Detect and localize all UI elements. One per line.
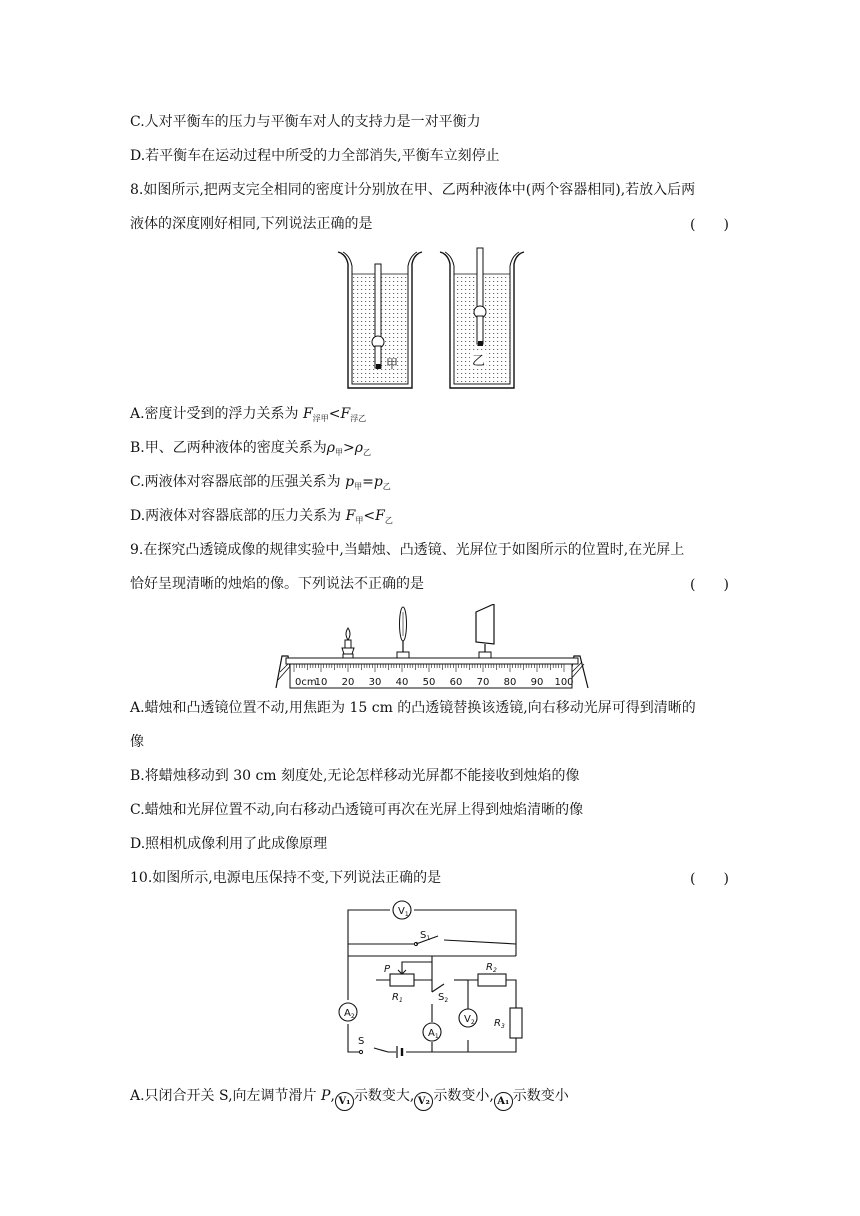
label-s: S: [358, 1036, 365, 1047]
q8-stem-line1: 8.如图所示,把两支完全相同的密度计分别放在甲、乙两种液体中(两个容器相同),若放入后两: [130, 182, 696, 198]
optical-bench-figure: [270, 604, 595, 690]
switch-s: [359, 1050, 362, 1053]
svg-text:V1: $V_1$: [398, 906, 409, 918]
battery: [397, 1046, 402, 1058]
ruler-label: 70: [476, 677, 490, 688]
label-jia: 甲: [386, 357, 399, 371]
voltmeter-v1-symbol: V₁: [335, 1092, 354, 1111]
label-s1: $S_1$: [420, 930, 431, 942]
resistor-r3: [510, 1008, 522, 1038]
q8-option-c: C.两液体对容器底部的压强关系为 $p_甲=p_乙$: [130, 474, 391, 491]
q8-stem-line2: 液体的深度刚好相同,下列说法正确的是: [130, 216, 373, 232]
candle: [342, 628, 354, 658]
light-screen: [476, 604, 494, 658]
rheostat-r1: [390, 974, 414, 986]
q10-answer-blank: ( ): [690, 871, 729, 887]
q9-option-c: C.蜡烛和光屏位置不动,向右移动凸透镜可再次在光屏上得到烛焰清晰的像: [130, 802, 584, 818]
q10-stem: 10.如图所示,电源电压保持不变,下列说法正确的是: [130, 870, 442, 886]
ruler-label: 100: [554, 677, 574, 688]
q8-option-a: A.密度计受到的浮力关系为 $F_{浮甲}<F_{浮乙}$: [130, 406, 367, 423]
svg-text:A2: $A_2$: [344, 1008, 355, 1020]
q9-stem-line2: 恰好呈现清晰的烛焰的像。下列说法不正确的是: [130, 576, 424, 592]
label-p: P: [384, 964, 391, 975]
q9-option-a-line2: 像: [130, 734, 144, 750]
q8-option-d: D.两液体对容器底部的压力关系为 $F_甲<F_乙$: [130, 508, 393, 525]
label-r3: $R_3$: [494, 1018, 505, 1030]
q8-option-b: B.甲、乙两种液体的密度关系为$\rho_甲>\rho_乙$: [130, 440, 371, 457]
q7-option-c: C.人对平衡车的压力与平衡车对人的支持力是一对平衡力: [130, 114, 481, 130]
circuit-figure: [334, 900, 526, 1062]
q8-answer-blank: ( ): [690, 217, 729, 233]
ruler-label: 0cm: [295, 677, 317, 688]
ruler-label: 30: [368, 677, 382, 688]
label-yi: 乙: [472, 354, 486, 369]
q9-stem-line1: 9.在探究凸透镜成像的规律实验中,当蜡烛、凸透镜、光屏位于如图所示的位置时,在光屏上: [130, 542, 685, 558]
label-r1: $R_1$: [392, 992, 403, 1004]
label-s2: $S_2$: [438, 992, 449, 1004]
hydrometer-figure: [336, 244, 526, 394]
ruler-label: 90: [530, 677, 544, 688]
ruler-label: 60: [449, 677, 463, 688]
q10-option-a: A.只闭合开关 S,向左调节滑片 P, V₁ 示数变大, V₂ 示数变小, A₁ 示数变小: [130, 1086, 569, 1111]
label-r2: $R_2$: [486, 962, 497, 974]
beaker-jia: [338, 252, 422, 388]
ruler-label: 10: [314, 677, 328, 688]
svg-text:V2: $V_2$: [464, 1014, 475, 1026]
q7-option-d: D.若平衡车在运动过程中所受的力全部消失,平衡车立刻停止: [130, 148, 500, 164]
ruler-label: 50: [422, 677, 436, 688]
ruler-label: 80: [503, 677, 517, 688]
q9-option-d: D.照相机成像利用了此成像原理: [130, 836, 328, 852]
ruler-label: 40: [395, 677, 409, 688]
ruler-label: 20: [341, 677, 355, 688]
q9-answer-blank: ( ): [690, 577, 729, 593]
svg-text:A1: $A_1$: [428, 1028, 439, 1040]
q9-option-a-line1: A.蜡烛和凸透镜位置不动,用焦距为 15 cm 的凸透镜替换该透镜,向右移动光屏可得到清晰的: [130, 700, 696, 716]
ammeter-a1-symbol: A₁: [494, 1092, 513, 1111]
convex-lens: [397, 607, 409, 658]
bench-rail: [286, 658, 578, 664]
resistor-r2: [478, 974, 506, 986]
voltmeter-v2-symbol: V₂: [414, 1092, 433, 1111]
q9-option-b: B.将蜡烛移动到 30 cm 刻度处,无论怎样移动光屏都不能接收到烛焰的像: [130, 768, 580, 784]
